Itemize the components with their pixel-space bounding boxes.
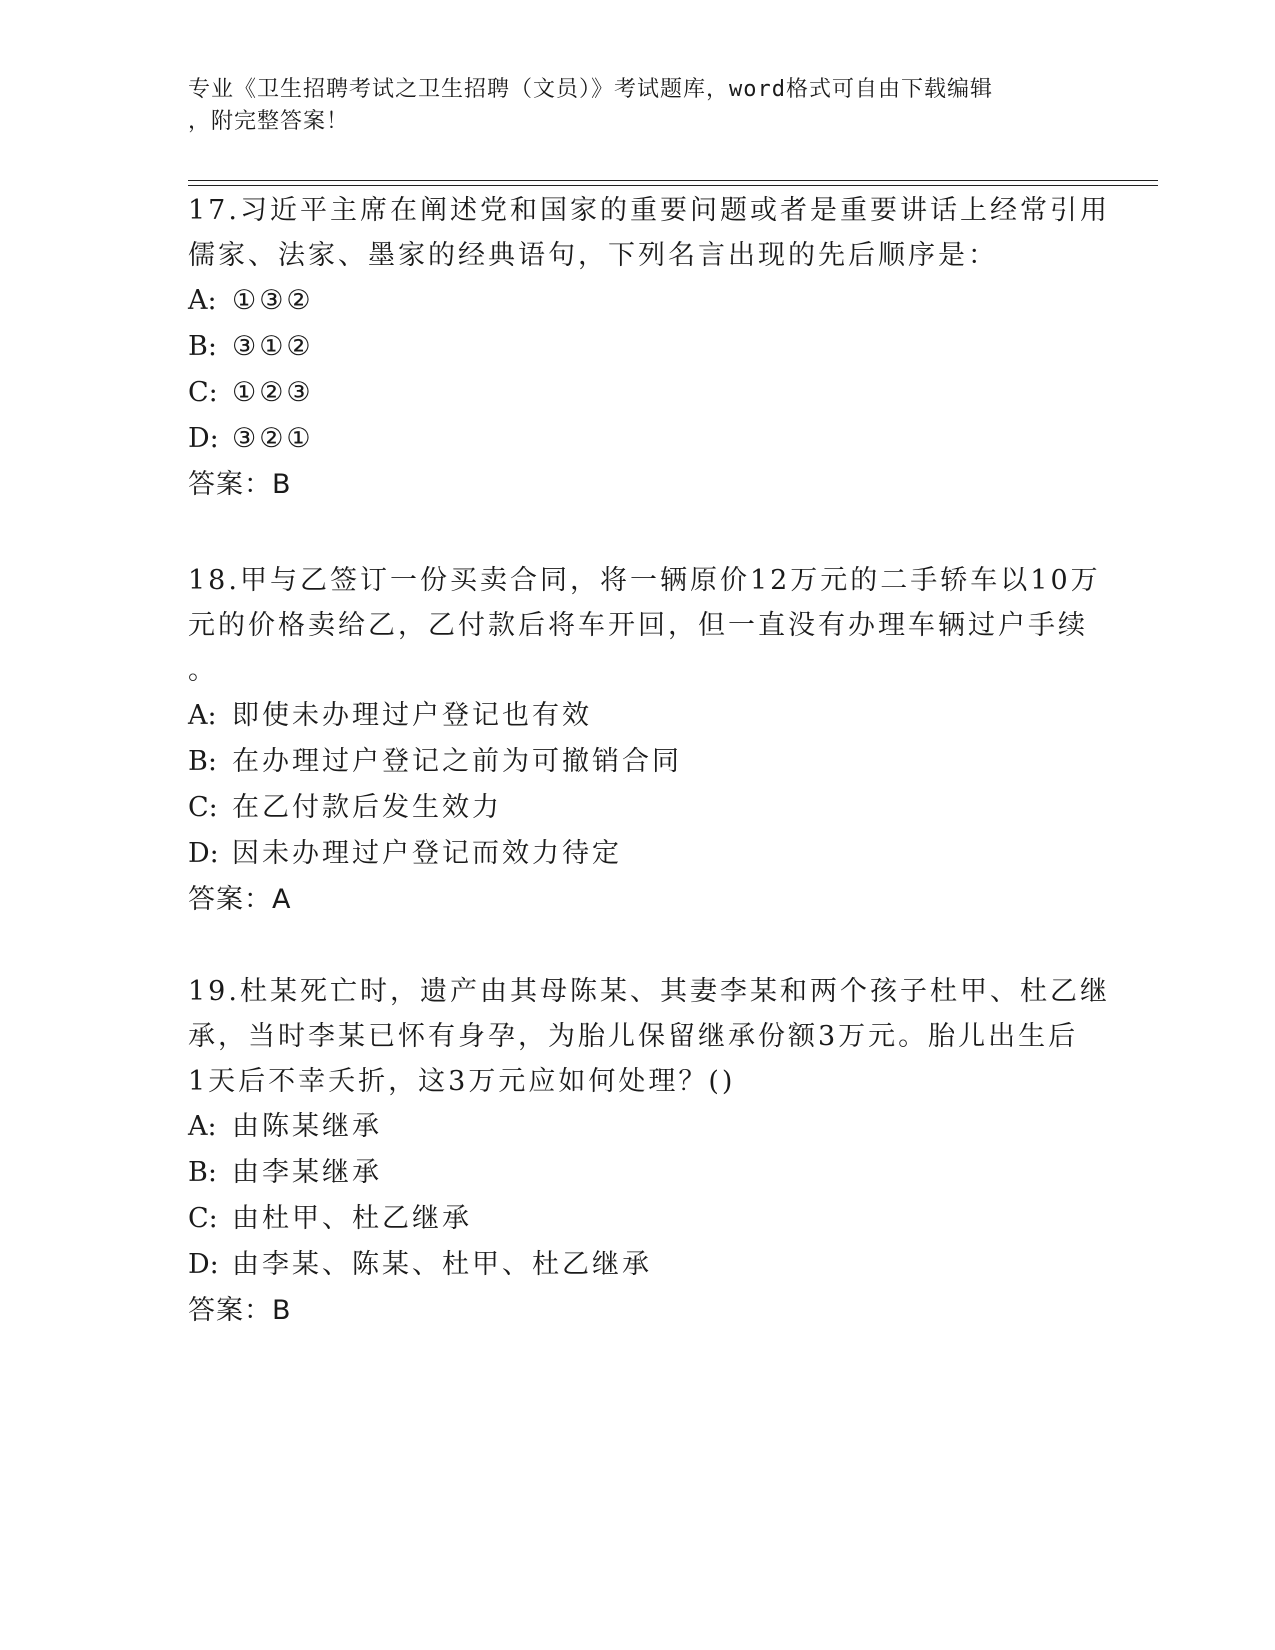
question-18: [188, 558, 1101, 923]
question-19-line-1: 19.杜某死亡时，遗产由其母陈某、其妻李某和两个孩子杜甲、杜乙继: [188, 976, 1110, 1007]
option-text: 由杜甲、杜乙继承: [232, 1203, 472, 1234]
option-text: 在乙付款后发生效力: [232, 792, 502, 823]
option-text: ①②③: [232, 377, 314, 408]
question-18-line-1: 18.甲与乙签订一份买卖合同，将一辆原价12万元的二手轿车以10万: [188, 565, 1101, 596]
option-label: C:: [188, 792, 218, 823]
question-17-option-c: [188, 370, 1088, 416]
question-18-option-a: [188, 693, 1088, 739]
option-label: D:: [188, 423, 219, 454]
question-17-option-b: [188, 324, 1088, 370]
option-label: D:: [188, 838, 219, 869]
option-label: A:: [188, 285, 217, 316]
question-17-line-1: 17.习近平主席在阐述党和国家的重要问题或者是重要讲话上经常引用: [188, 195, 1110, 226]
option-label: A:: [188, 700, 217, 731]
header-line-2: ，附完整答案！: [188, 109, 350, 134]
question-19: [188, 969, 1110, 1334]
option-label: B:: [188, 746, 217, 777]
question-18-option-d: [188, 831, 1088, 877]
question-17-line-2: 儒家、法家、墨家的经典语句，下列名言出现的先后顺序是：: [188, 240, 998, 271]
option-text: ③①②: [232, 331, 314, 362]
question-19-line-3: 1天后不幸夭折，这3万元应如何处理？(): [188, 1066, 736, 1097]
question-17-option-d: [188, 416, 1088, 462]
header-divider-top: [188, 180, 1158, 181]
option-text: ①③②: [232, 285, 314, 316]
option-text: 因未办理过户登记而效力待定: [232, 838, 622, 869]
question-19-line-2: 承，当时李某已怀有身孕，为胎儿保留继承份额3万元。胎儿出生后: [188, 1021, 1079, 1052]
option-label: C:: [188, 1203, 218, 1234]
option-text: 即使未办理过户登记也有效: [232, 700, 592, 731]
option-label: D:: [188, 1249, 219, 1280]
question-18-line-2: 元的价格卖给乙，乙付款后将车开回，但一直没有办理车辆过户手续: [188, 610, 1088, 641]
question-19-option-d: [188, 1242, 1088, 1288]
question-19-option-b: [188, 1150, 1088, 1196]
option-text: 在办理过户登记之前为可撤销合同: [232, 746, 682, 777]
option-label: B:: [188, 331, 217, 362]
header-divider-bottom: [188, 185, 1158, 186]
option-label: C:: [188, 377, 218, 408]
question-18-option-b: [188, 739, 1088, 785]
question-18-answer: 答案：A: [188, 884, 292, 915]
question-18-line-3: 。: [188, 655, 218, 686]
option-text: 由李某、陈某、杜甲、杜乙继承: [232, 1249, 652, 1280]
question-17-answer: 答案：B: [188, 469, 292, 500]
question-19-option-a: [188, 1104, 1088, 1150]
document-header: [188, 74, 1068, 138]
question-17: [188, 188, 1110, 508]
option-text: ③②①: [232, 423, 314, 454]
option-text: 由李某继承: [232, 1157, 382, 1188]
question-19-answer: 答案：B: [188, 1295, 292, 1326]
option-text: 由陈某继承: [232, 1111, 382, 1142]
question-19-option-c: [188, 1196, 1088, 1242]
header-line-1: 专业《卫生招聘考试之卫生招聘（文员）》考试题库，word格式可自由下载编辑: [188, 77, 993, 102]
question-18-option-c: [188, 785, 1088, 831]
option-label: B:: [188, 1157, 217, 1188]
option-label: A:: [188, 1111, 217, 1142]
question-17-option-a: [188, 278, 1088, 324]
